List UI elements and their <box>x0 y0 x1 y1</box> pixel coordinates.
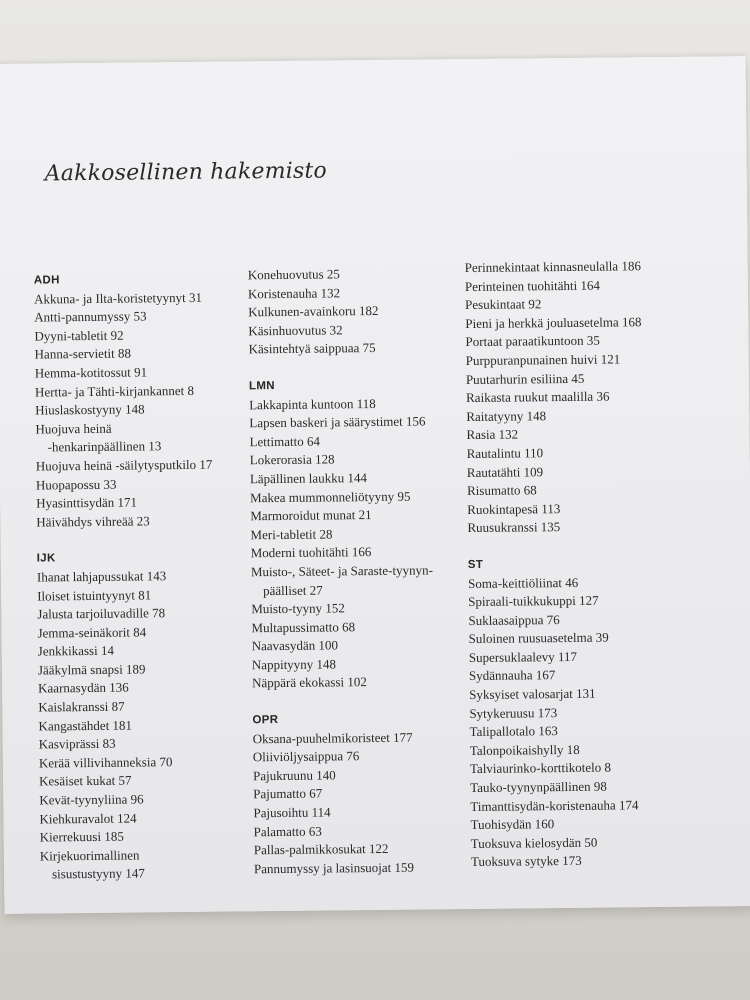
index-entry: Ruokintapesä 113 <box>467 500 561 517</box>
index-entry: Risumatto 68 <box>466 482 537 499</box>
index-entry: Rasia 132 <box>466 426 519 443</box>
index-entry: Supersuklaalevy 117 <box>468 648 578 665</box>
index-section <box>248 264 479 359</box>
index-entry: Rautalintu 110 <box>466 445 544 461</box>
index-entry: Hemma-kotitossut 91 <box>34 364 148 381</box>
index-entry: Pajusoihtu 114 <box>253 804 331 821</box>
index-entry: Pajumatto 67 <box>253 786 323 802</box>
index-entry: Nappityyny 148 <box>251 656 337 673</box>
index-entry: Pannumyssy ja lasinsuojat 159 <box>253 859 415 877</box>
index-entry: Tauko-tyynynpäällinen 98 <box>470 778 607 796</box>
index-entry: Suloinen ruusuasetelma 39 <box>468 629 609 647</box>
index-entry: Lakkapinta kuntoon 118 <box>249 395 376 412</box>
index-entry: Jenkkikassi 14 <box>37 643 115 659</box>
index-entry: Kasviprässi 83 <box>38 735 116 752</box>
index-entry: Akkuna- ja Ilta-koristetyynyt 31 <box>33 289 202 307</box>
index-section <box>249 375 482 693</box>
index-entry: -henkarinpäällinen 13 <box>47 438 162 455</box>
index-entry: Pallas-palmikkosukat 122 <box>253 841 389 858</box>
index-entry: Hanna-servietit 88 <box>34 345 132 362</box>
index-entry: Naavasydän 100 <box>251 637 339 654</box>
index-entry: Soma-keittiöliinat 46 <box>467 574 579 591</box>
index-entry: Jääkylmä snapsi 189 <box>37 661 146 678</box>
index-entry: Tuohisydän 160 <box>470 816 555 833</box>
index-entry: Jalusta tarjoiluvadille 78 <box>37 605 166 622</box>
index-entry: Koristenauha 132 <box>247 284 341 301</box>
index-entry: Makea mummonneliötyyny 95 <box>250 488 411 505</box>
index-entry: Multapussimatto 68 <box>251 618 356 635</box>
index-entry: Portaat paraatikuntoon 35 <box>465 333 600 350</box>
index-entry: Näppärä ekokassi 102 <box>251 674 367 691</box>
index-entry: Tuoksuva sytyke 173 <box>470 853 582 870</box>
index-entry: Rautatähti 109 <box>466 463 544 480</box>
index-entry: Timanttisydän-koristenauha 174 <box>470 796 639 814</box>
index-entry: Huojuva heinä <box>35 420 112 437</box>
index-entry: Lettimatto 64 <box>249 433 321 450</box>
index-entry: Ruusukranssi 135 <box>467 519 561 536</box>
index-entry: Marmoroidut munat 21 <box>250 507 372 524</box>
index-entry: Talipallotalo 163 <box>469 723 558 740</box>
index-entry: Huojuva heinä -säilytysputkilo 17 <box>35 456 213 474</box>
section-heading: OPR <box>252 714 279 727</box>
index-entry: Raitatyyny 148 <box>466 407 547 424</box>
index-entry: Antti-pannumyssy 53 <box>34 308 147 325</box>
section-heading: LMN <box>248 380 275 393</box>
index-section <box>465 257 698 538</box>
index-entry: Kangastähdet 181 <box>38 717 133 734</box>
index-entry: Sydännauha 167 <box>468 667 556 684</box>
index-entry: Kierrekuusi 185 <box>39 828 124 845</box>
index-entry: päälliset 27 <box>263 582 323 598</box>
book-page <box>0 56 750 914</box>
index-entry: Kevät-tyynyliina 96 <box>39 791 144 808</box>
index-column-2 <box>248 264 485 897</box>
index-entry: Kesäiset kukat 57 <box>39 773 132 789</box>
index-entry: Lapsen baskeri ja säärystimet 156 <box>249 413 426 431</box>
index-entry: Pajukruunu 140 <box>252 767 336 784</box>
index-entry: Häivähdys vihreää 23 <box>36 513 150 530</box>
index-entry: Dyyni-tabletit 92 <box>34 327 124 344</box>
index-column-1 <box>34 269 271 902</box>
index-column-3 <box>465 257 702 890</box>
index-entry: Jemma-seinäkorit 84 <box>37 624 147 641</box>
index-entry: Läpällinen laukku 144 <box>249 470 367 487</box>
index-section <box>34 269 267 532</box>
index-entry: Käsinhuovutus 32 <box>248 322 343 339</box>
index-section <box>468 554 701 872</box>
index-section <box>252 709 484 879</box>
index-entry: Talviaurinko-korttikotelo 8 <box>469 759 612 777</box>
index-entry: Purppuranpunainen huivi 121 <box>465 351 621 369</box>
index-entry: Pieni ja herkkä jouluasetelma 168 <box>465 313 642 331</box>
index-entry: Käsintehtyä saippuaa 75 <box>248 340 376 357</box>
index-entry: Perinteinen tuohitähti 164 <box>464 277 601 294</box>
index-entry: Raikasta ruukut maalilla 36 <box>466 388 610 406</box>
index-entry: Suklaasaippua 76 <box>468 611 560 628</box>
index-entry: Muisto-tyyny 152 <box>251 600 345 617</box>
index-entry: Spiraali-tuikkukuppi 127 <box>468 592 599 610</box>
index-entry: Hyasinttisydän 171 <box>36 494 137 511</box>
index-entry: Kirjekuorimallinen <box>39 847 140 864</box>
index-entry: Kaarnasydän 136 <box>38 680 129 697</box>
index-entry: Syksyiset valosarjat 131 <box>469 685 596 703</box>
index-entry: Ihanat lahjapussukat 143 <box>36 568 167 585</box>
index-entry: Moderni tuohitähti 166 <box>250 544 372 561</box>
index-entry: Muisto-, Säteet- ja Saraste-tyynyn- <box>250 562 433 580</box>
section-heading: ST <box>467 558 484 571</box>
index-entry: Hiuslaskostyyny 148 <box>35 401 145 418</box>
index-entry: Konehuovutus 25 <box>247 266 340 283</box>
index-entry: Hertta- ja Tähti-kirjankannet 8 <box>34 382 195 400</box>
index-entry: Sytykeruusu 173 <box>469 704 558 721</box>
index-entry: Puutarhurin esiliina 45 <box>465 370 585 387</box>
index-entry: Kerää villivihanneksia 70 <box>38 753 173 771</box>
index-entry: Oksana-puuhelmikoristeet 177 <box>252 729 413 746</box>
page-title: Aakkosellinen hakemisto <box>44 158 328 187</box>
index-entry: Perinnekintaat kinnasneulalla 186 <box>464 258 641 276</box>
section-heading: ADH <box>33 274 60 287</box>
index-entry: Lokerorasia 128 <box>249 451 335 468</box>
index-entry: Huopapossu 33 <box>35 476 117 493</box>
index-entry: Iloiset istuintyynyt 81 <box>37 586 152 604</box>
index-entry: Kulkunen-avainkoru 182 <box>248 303 379 320</box>
index-entry: Palamatto 63 <box>253 823 322 839</box>
index-entry: Kiehkuravalot 124 <box>39 810 137 827</box>
index-entry: Meri-tabletit 28 <box>250 526 333 543</box>
index-entry: Talonpoikaishylly 18 <box>469 741 580 758</box>
section-heading: IJK <box>36 552 56 565</box>
index-entry: Kaislakranssi 87 <box>38 698 125 715</box>
index-entry: Tuoksuva kielosydän 50 <box>470 834 598 851</box>
index-section <box>37 547 270 884</box>
index-entry: Oliiviöljysaippua 76 <box>252 748 360 765</box>
index-entry: sisustustyyny 147 <box>51 865 145 882</box>
index-entry: Pesukintaat 92 <box>465 296 542 313</box>
